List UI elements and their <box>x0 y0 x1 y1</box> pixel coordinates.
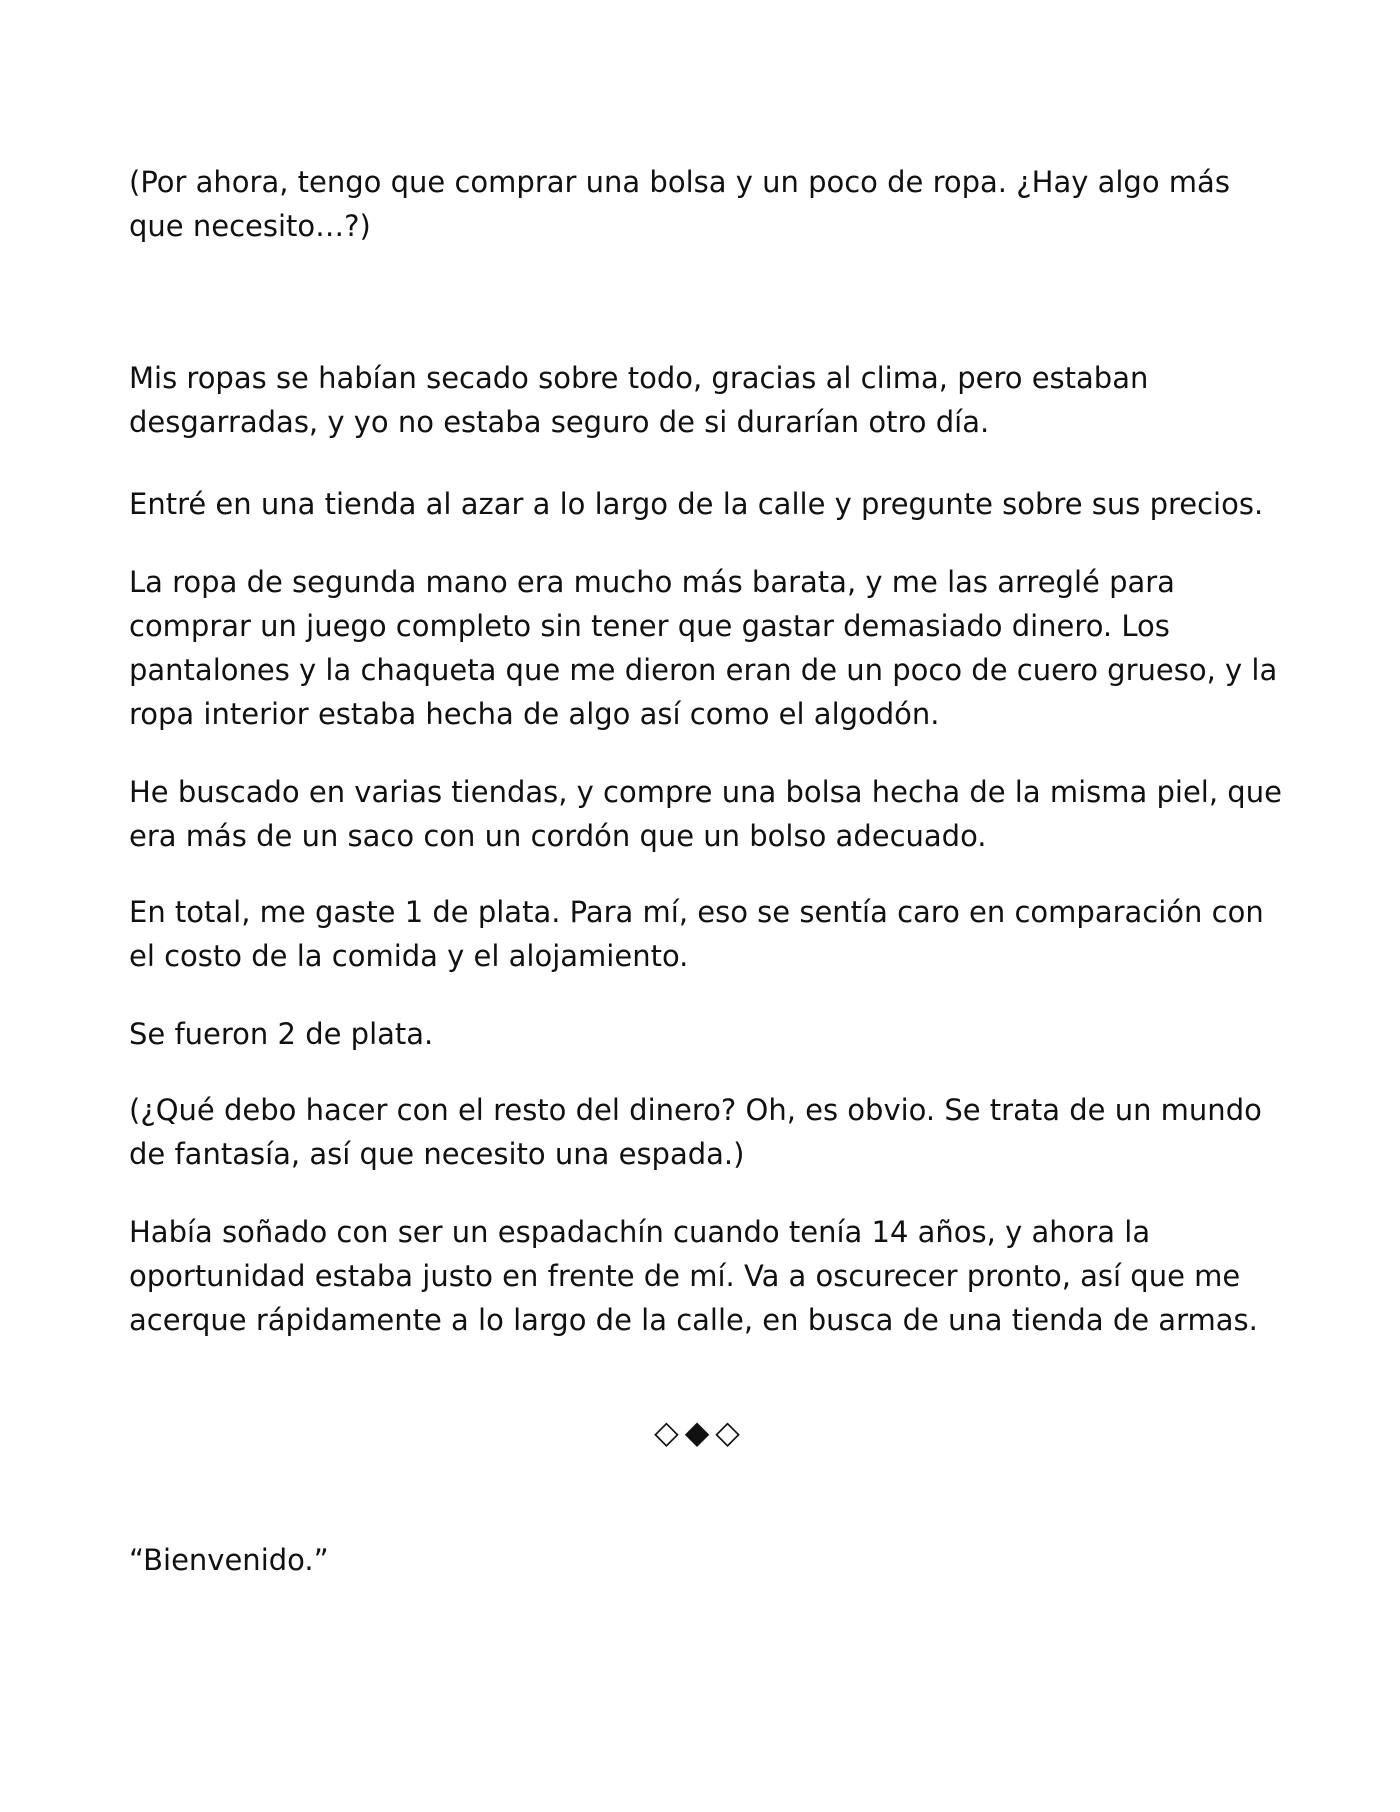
closing-line: “Bienvenido.” <box>129 1543 329 1577</box>
paragraph-9: Había soñado con ser un espadachín cuando tenía 14 años, y ahora la oportunidad estaba justo en frente de mí. Va a oscurecer pronto, así que me acerque rápidamente a lo largo de la calle, en busca de una tienda de armas. <box>129 1215 1258 1337</box>
paragraph-1: (Por ahora, tengo que comprar una bolsa y un poco de ropa. ¿Hay algo más que necesito…?) <box>129 165 1230 243</box>
paragraph-8: (¿Qué debo hacer con el resto del dinero? Oh, es obvio. Se trata de un mundo de fantasía, así que necesito una espada.) <box>129 1093 1262 1171</box>
paragraph-5: He buscado en varias tiendas, y compre una bolsa hecha de la misma piel, que era más de un saco con un cordón que un bolso adecuado. <box>129 775 1282 853</box>
section-separator: ◇◆◇ <box>654 1413 746 1451</box>
paragraph-4: La ropa de segunda mano era mucho más barata, y me las arreglé para comprar un juego completo sin tener que gastar demasiado dinero. Los pantalones y la chaqueta que me dieron eran de un poco de cuero grueso, y la ropa interior estaba hecha de algo así como el algodón. <box>129 565 1278 731</box>
paragraph-3: Entré en una tienda al azar a lo largo de la calle y pregunte sobre sus precios. <box>129 487 1264 521</box>
paragraph-6: En total, me gaste 1 de plata. Para mí, eso se sentía caro en comparación con el costo de la comida y el alojamiento. <box>129 895 1264 973</box>
paragraph-2: Mis ropas se habían secado sobre todo, gracias al clima, pero estaban desgarradas, y yo no estaba seguro de si durarían otro día. <box>129 361 1149 439</box>
paragraph-7: Se fueron 2 de plata. <box>129 1017 434 1051</box>
